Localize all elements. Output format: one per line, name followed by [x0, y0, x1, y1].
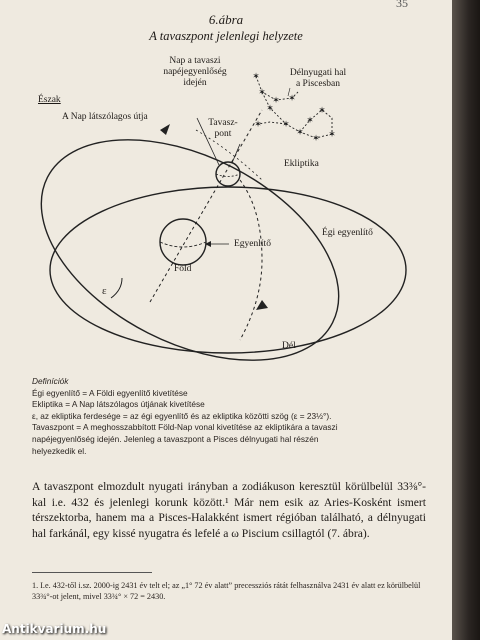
label-ecliptic: Ekliptika	[284, 159, 319, 169]
label-earth: Föld	[174, 264, 192, 274]
label-epsilon: ε	[102, 285, 107, 297]
svg-text:✶: ✶	[318, 106, 326, 116]
body-paragraph: A tavaszpont elmozdult nyugati irányban a zodiákuson keresztül körülbelül 33⅜°-kal i.e. 432 és jelenlegi korunk között.¹ Már nem esik az Aries-Kosként ismert térszektorba, hanem ma a Pisces-Halakként ismert régióban található, a délnyugati hal farkánál, egy kissé nyugatra és lefelé a ω Piscium csillagtól (7. ábra).	[32, 480, 426, 540]
label-north: Észak	[38, 95, 61, 105]
svg-text:✶: ✶	[258, 88, 266, 98]
label-equator: Egyenlítő	[234, 239, 271, 249]
earth-circle	[160, 219, 206, 265]
svg-text:✶: ✶	[282, 120, 290, 130]
svg-text:✶: ✶	[266, 104, 274, 114]
footnote-rule	[32, 572, 152, 573]
label-vernal-point: Tavasz- pont	[208, 118, 238, 139]
svg-text:✶: ✶	[272, 96, 280, 106]
definition-line: napéjegyenlőség idején. Jelenleg a tavaszpont a Pisces délnyugati hal részén	[32, 433, 319, 444]
definition-line: helyezkedik el.	[32, 445, 87, 456]
watermark: Antikvarium.hu	[2, 622, 107, 636]
definition-line: Tavaszpont = A meghosszabbított Föld-Nap vonal kivetítése az ekliptikára a tavaszi	[32, 422, 338, 433]
svg-text:✶: ✶	[296, 128, 304, 138]
footnote: 1. I.e. 432-től i.sz. 2000-ig 2431 év telt el; az „1° 72 év alatt” precessziós rátát felhasználva 2431 év alatt ez körülbelül 33¾°-ot jelent, mivel 33¾° × 72 = 2430.	[32, 581, 421, 601]
definitions-block	[32, 376, 432, 457]
svg-text:✶: ✶	[306, 116, 314, 126]
definitions-heading: Definíciók	[32, 376, 69, 386]
label-south: Dél	[282, 341, 296, 351]
svg-text:✶: ✶	[254, 120, 262, 130]
label-sun-path: A Nap látszólagos útja	[62, 112, 148, 122]
svg-text:✶: ✶	[312, 134, 320, 144]
label-pisces-southwest-fish: Délnyugati hal a Piscesban	[289, 68, 347, 89]
definition-line: ε, az ekliptika ferdesége = az égi egyenlítő és az ekliptika közötti szög (ε = 23½°).	[32, 410, 332, 421]
celestial-diagram	[0, 40, 452, 370]
definition-line: Ekliptika = A Nap látszólagos útjának kivetítése	[32, 399, 205, 410]
svg-text:✶: ✶	[328, 130, 336, 140]
definition-line: Égi egyenlítő = A Földi egyenlítő kivetítése	[32, 387, 188, 398]
page-number: 35	[396, 0, 408, 10]
book-edge	[452, 0, 480, 640]
figure-title: A tavaszpont jelenlegi helyzete	[149, 29, 303, 43]
svg-text:✶: ✶	[252, 72, 260, 82]
label-celestial-equator: Égi egyenlítő	[322, 228, 373, 238]
label-sun-at-equinox: Nap a tavaszi napéjegyenlőség idején	[163, 56, 227, 88]
celestial-equator-ellipse	[50, 187, 406, 353]
svg-text:✶: ✶	[288, 94, 296, 104]
figure-number: 6.ábra	[208, 12, 244, 27]
